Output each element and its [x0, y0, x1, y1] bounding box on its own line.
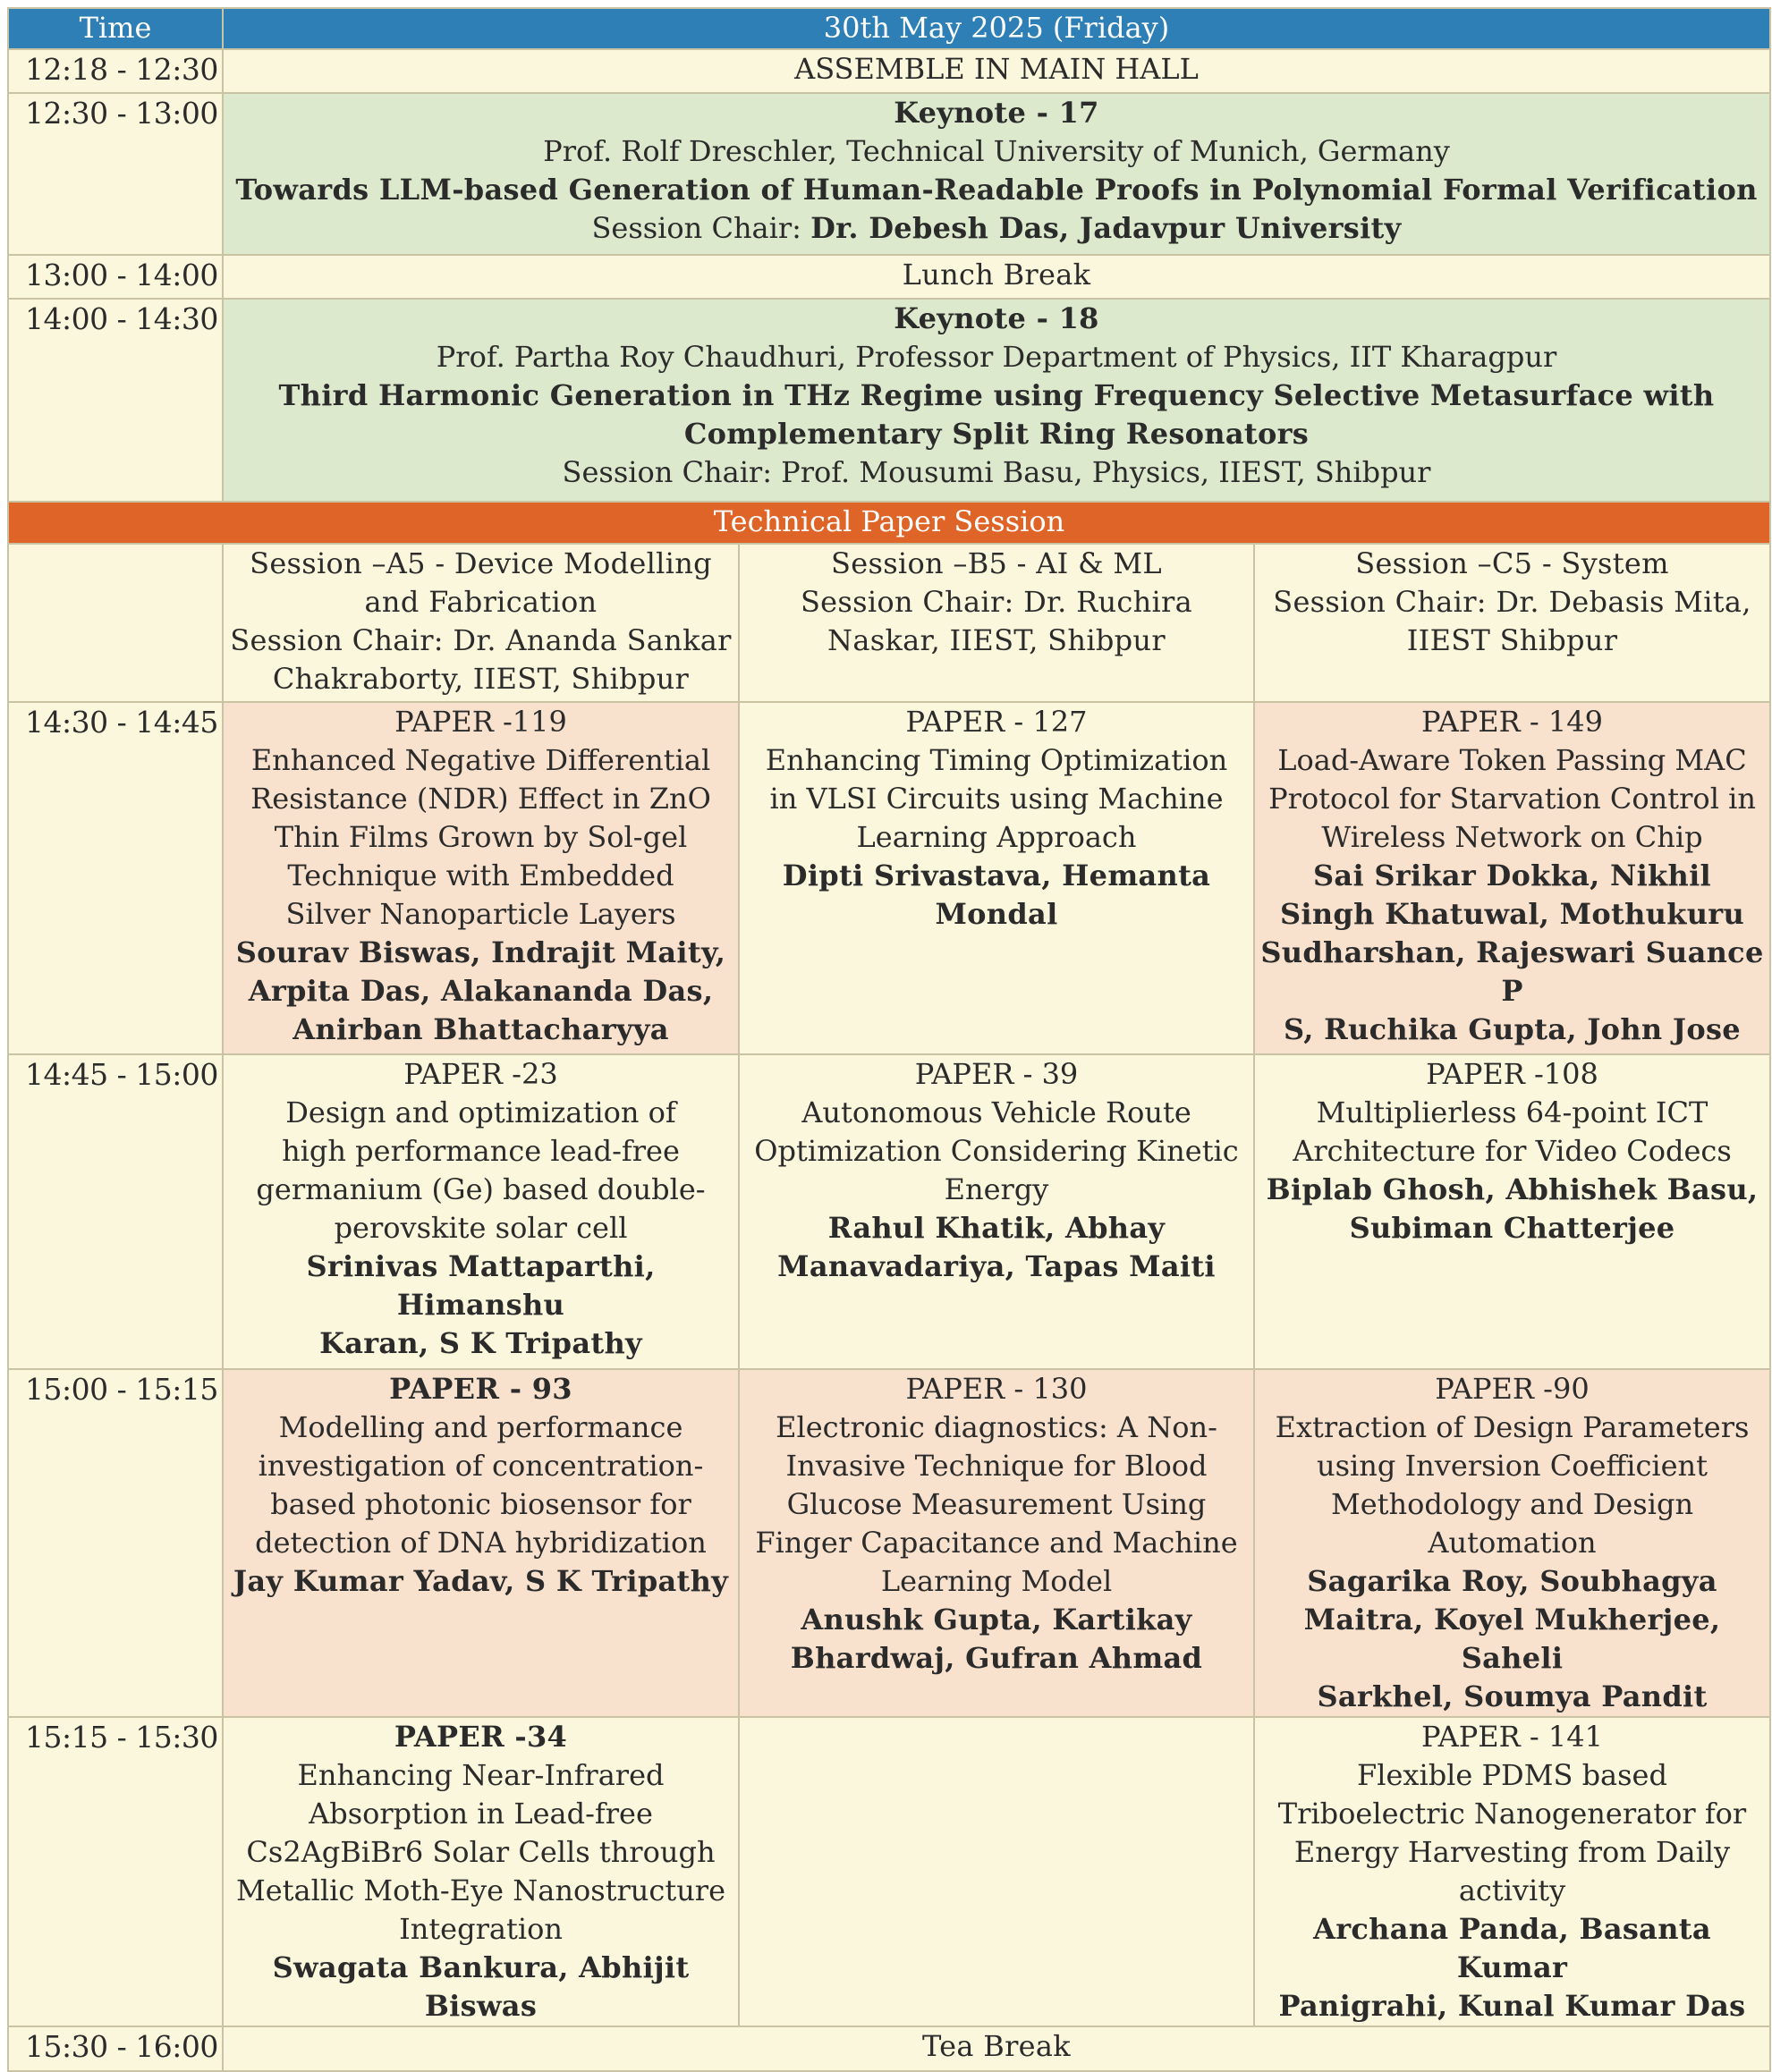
- paper-title-line: Integration: [399, 1912, 563, 1946]
- time-cell: 13:00 - 14:00: [8, 255, 223, 299]
- paper-authors-line: Anushk Gupta, Kartikay: [801, 1603, 1192, 1636]
- session-c-chair: Session Chair: Dr. Debasis Mita,: [1273, 585, 1751, 619]
- paper-number: PAPER - 141: [1421, 1720, 1603, 1754]
- session-a-cell: [223, 544, 739, 702]
- schedule-table: [7, 7, 1771, 2072]
- paper-cell: [1254, 1369, 1770, 1717]
- lunch-row: [8, 255, 1770, 299]
- paper-title-line: using Inversion Coefficient: [1316, 1449, 1708, 1483]
- paper-title-line: Extraction of Design Parameters: [1275, 1410, 1750, 1444]
- session-chair-label: Session Chair:: [591, 211, 811, 245]
- paper-authors-line: S, Ruchika Gupta, John Jose: [1284, 1012, 1741, 1046]
- session-c-cell: [1254, 544, 1770, 702]
- paper-title-line: activity: [1458, 1873, 1566, 1907]
- paper-authors-line: Jay Kumar Yadav, S K Tripathy: [233, 1564, 729, 1598]
- paper-cell: [739, 702, 1254, 1054]
- paper-number: PAPER -90: [1435, 1372, 1590, 1406]
- header-row: [8, 8, 1770, 49]
- paper-authors-line: Rahul Khatik, Abhay: [827, 1211, 1166, 1245]
- keynote-17-cell: [223, 93, 1770, 255]
- paper-authors-line: Sourav Biswas, Indrajit Maity,: [235, 935, 726, 969]
- paper-title-line: Optimization Considering Kinetic: [754, 1134, 1239, 1168]
- paper-title-line: Architecture for Video Codecs: [1293, 1134, 1732, 1168]
- paper-title-line: Cs2AgBiBr6 Solar Cells through: [246, 1835, 716, 1869]
- paper-title-line: Glucose Measurement Using: [786, 1487, 1207, 1521]
- paper-number: PAPER - 149: [1421, 705, 1603, 739]
- paper-cell: [739, 1054, 1254, 1369]
- paper-authors-line: Panigrahi, Kunal Kumar Das: [1278, 1989, 1746, 2023]
- session-c-chair: IIEST Shibpur: [1406, 623, 1618, 657]
- assemble-cell: ASSEMBLE IN MAIN HALL: [223, 49, 1770, 93]
- paper-authors-line: Karan, S K Tripathy: [319, 1326, 642, 1360]
- paper-number: PAPER -119: [394, 705, 567, 739]
- paper-authors-line: Dipti Srivastava, Hemanta: [782, 858, 1211, 892]
- session-chair: [224, 209, 1769, 248]
- paper-title-line: Thin Films Grown by Sol-gel: [274, 820, 688, 854]
- paper-title-line: investigation of concentration-: [258, 1449, 704, 1483]
- sessions-row: [8, 544, 1770, 702]
- paper-title-line: Automation: [1428, 1526, 1597, 1560]
- time-cell: 14:00 - 14:30: [8, 299, 223, 502]
- slot-row: [8, 1717, 1770, 2026]
- paper-authors-line: Arpita Das, Alakananda Das,: [248, 974, 714, 1008]
- paper-number: PAPER - 130: [905, 1372, 1088, 1406]
- session-a-line: Session –A5 - Device Modelling: [250, 546, 712, 580]
- paper-title-line: Invasive Technique for Blood: [785, 1449, 1208, 1483]
- paper-title-line: Electronic diagnostics: A Non-: [776, 1410, 1217, 1444]
- paper-authors-line: Biplab Ghosh, Abhishek Basu,: [1266, 1172, 1759, 1206]
- assemble-row: [8, 49, 1770, 93]
- keynote-talk-title: Third Harmonic Generation in THz Regime using Frequency Selective Metasurface with: [278, 378, 1715, 412]
- paper-title-line: in VLSI Circuits using Machine: [769, 782, 1224, 816]
- paper-title-line: Triboelectric Nanogenerator for: [1277, 1797, 1747, 1831]
- paper-cell: [1254, 1054, 1770, 1369]
- paper-number: PAPER - 39: [914, 1057, 1079, 1091]
- session-b-line: Session –B5 - AI & ML: [831, 546, 1162, 580]
- slot-row: [8, 702, 1770, 1054]
- time-cell: 15:00 - 15:15: [8, 1369, 223, 1717]
- time-column-header: Time: [8, 8, 223, 49]
- paper-cell: [1254, 702, 1770, 1054]
- keynote-speaker: Prof. Rolf Dreschler, Technical University of Munich, Germany: [543, 134, 1450, 168]
- time-cell: 12:18 - 12:30: [8, 49, 223, 93]
- empty-paper-cell: [739, 1717, 1254, 2026]
- paper-title-line: Flexible PDMS based: [1357, 1758, 1667, 1792]
- paper-number: PAPER -23: [403, 1057, 558, 1091]
- paper-title-line: Energy: [944, 1172, 1049, 1206]
- paper-title-line: Finger Capacitance and Machine: [755, 1526, 1238, 1560]
- keynote-18-row: [8, 299, 1770, 502]
- keynote-speaker: Prof. Partha Roy Chaudhuri, Professor Department of Physics, IIT Kharagpur: [436, 340, 1557, 374]
- paper-title-line: Load-Aware Token Passing MAC: [1277, 743, 1747, 777]
- paper-title-line: high performance lead-free: [282, 1134, 680, 1168]
- session-a-chair: Chakraborty, IIEST, Shibpur: [272, 662, 690, 696]
- paper-title-line: detection of DNA hybridization: [255, 1526, 707, 1560]
- session-a-chair: Session Chair: Dr. Ananda Sankar: [230, 623, 732, 657]
- lunch-break-cell: Lunch Break: [223, 255, 1770, 299]
- paper-title-line: Learning Approach: [856, 820, 1137, 854]
- paper-number: PAPER -34: [394, 1720, 568, 1754]
- paper-title-line: Modelling and performance: [278, 1410, 683, 1444]
- slot-row: [8, 1054, 1770, 1369]
- session-a-line: and Fabrication: [364, 585, 598, 619]
- session-chair-name: Dr. Debesh Das, Jadavpur University: [810, 211, 1402, 245]
- session-c-line: Session –C5 - System: [1355, 546, 1669, 580]
- paper-number: PAPER - 93: [389, 1372, 572, 1406]
- paper-title-line: Methodology and Design: [1330, 1487, 1694, 1521]
- paper-authors-line: Maitra, Koyel Mukherjee, Saheli: [1303, 1603, 1721, 1675]
- paper-authors-line: Bhardwaj, Gufran Ahmad: [790, 1641, 1203, 1675]
- paper-title-line: Energy Harvesting from Daily: [1293, 1835, 1731, 1869]
- keynote-talk-title: Towards LLM-based Generation of Human-Readable Proofs in Polynomial Formal Verification: [235, 173, 1758, 207]
- paper-title-line: based photonic biosensor for: [270, 1487, 691, 1521]
- paper-number: PAPER -108: [1426, 1057, 1598, 1091]
- paper-cell: [223, 702, 739, 1054]
- paper-title-line: perovskite solar cell: [334, 1211, 628, 1245]
- keynote-title: Keynote - 18: [894, 301, 1099, 335]
- paper-authors-line: Swagata Bankura, Abhijit Biswas: [272, 1950, 690, 2023]
- technical-session-row: [8, 502, 1770, 544]
- session-b-chair: Naskar, IIEST, Shibpur: [827, 623, 1166, 657]
- paper-title-line: Wireless Network on Chip: [1321, 820, 1703, 854]
- empty-time-cell: [8, 544, 223, 702]
- keynote-title: Keynote - 17: [894, 96, 1099, 130]
- paper-cell: [223, 1717, 739, 2026]
- paper-cell: [223, 1369, 739, 1717]
- session-chair: Session Chair: Prof. Mousumi Basu, Physics, IIEST, Shibpur: [562, 455, 1431, 489]
- paper-authors-line: Srinivas Mattaparthi, Himanshu: [306, 1249, 656, 1322]
- paper-authors-line: Sarkhel, Soumya Pandit: [1317, 1679, 1708, 1713]
- paper-title-line: Enhanced Negative Differential: [250, 743, 711, 777]
- paper-authors-line: Archana Panda, Basanta Kumar: [1313, 1912, 1711, 1984]
- paper-title-line: Enhancing Near-Infrared: [297, 1758, 665, 1792]
- time-cell: 15:30 - 16:00: [8, 2026, 223, 2071]
- date-header: 30th May 2025 (Friday): [223, 8, 1770, 49]
- paper-title-line: Design and optimization of: [285, 1095, 676, 1129]
- paper-cell: [223, 1054, 739, 1369]
- paper-number: PAPER - 127: [905, 705, 1088, 739]
- paper-title-line: Metallic Moth-Eye Nanostructure: [235, 1873, 726, 1907]
- paper-authors-line: Mondal: [935, 897, 1058, 931]
- paper-authors-line: Anirban Bhattacharyya: [293, 1012, 669, 1046]
- paper-title-line: Technique with Embedded: [287, 858, 674, 892]
- paper-title-line: Autonomous Vehicle Route: [801, 1095, 1191, 1129]
- tea-row: [8, 2026, 1770, 2071]
- paper-title-line: Enhancing Timing Optimization: [765, 743, 1228, 777]
- tea-break-cell: Tea Break: [223, 2026, 1770, 2071]
- paper-authors-line: Sudharshan, Rajeswari Suance P: [1260, 935, 1764, 1008]
- time-cell: 12:30 - 13:00: [8, 93, 223, 255]
- paper-title-line: Learning Model: [880, 1564, 1113, 1598]
- time-cell: 14:30 - 14:45: [8, 702, 223, 1054]
- session-b-cell: [739, 544, 1254, 702]
- slot-row: [8, 1369, 1770, 1717]
- paper-authors-line: Sai Srikar Dokka, Nikhil: [1313, 858, 1711, 892]
- paper-title-line: germanium (Ge) based double-: [256, 1172, 706, 1206]
- paper-authors-line: Subiman Chatterjee: [1349, 1211, 1675, 1245]
- keynote-18-cell: [223, 299, 1770, 502]
- technical-session-banner: Technical Paper Session: [8, 502, 1770, 544]
- paper-title-line: Absorption in Lead-free: [309, 1797, 653, 1831]
- paper-authors-line: Sagarika Roy, Soubhagya: [1307, 1564, 1717, 1598]
- keynote-talk-title-cont: Complementary Split Ring Resonators: [683, 417, 1310, 451]
- paper-cell: [739, 1369, 1254, 1717]
- paper-cell: [1254, 1717, 1770, 2026]
- session-b-chair: Session Chair: Dr. Ruchira: [800, 585, 1193, 619]
- paper-title-line: Protocol for Starvation Control in: [1268, 782, 1756, 816]
- paper-title-line: Silver Nanoparticle Layers: [285, 897, 676, 931]
- paper-title-line: Multiplierless 64-point ICT: [1316, 1095, 1708, 1129]
- paper-authors-line: Singh Khatuwal, Mothukuru: [1279, 897, 1745, 931]
- time-cell: 14:45 - 15:00: [8, 1054, 223, 1369]
- paper-title-line: Resistance (NDR) Effect in ZnO: [250, 782, 711, 816]
- time-cell: 15:15 - 15:30: [8, 1717, 223, 2026]
- paper-authors-line: Manavadariya, Tapas Maiti: [777, 1249, 1216, 1283]
- keynote-17-row: [8, 93, 1770, 255]
